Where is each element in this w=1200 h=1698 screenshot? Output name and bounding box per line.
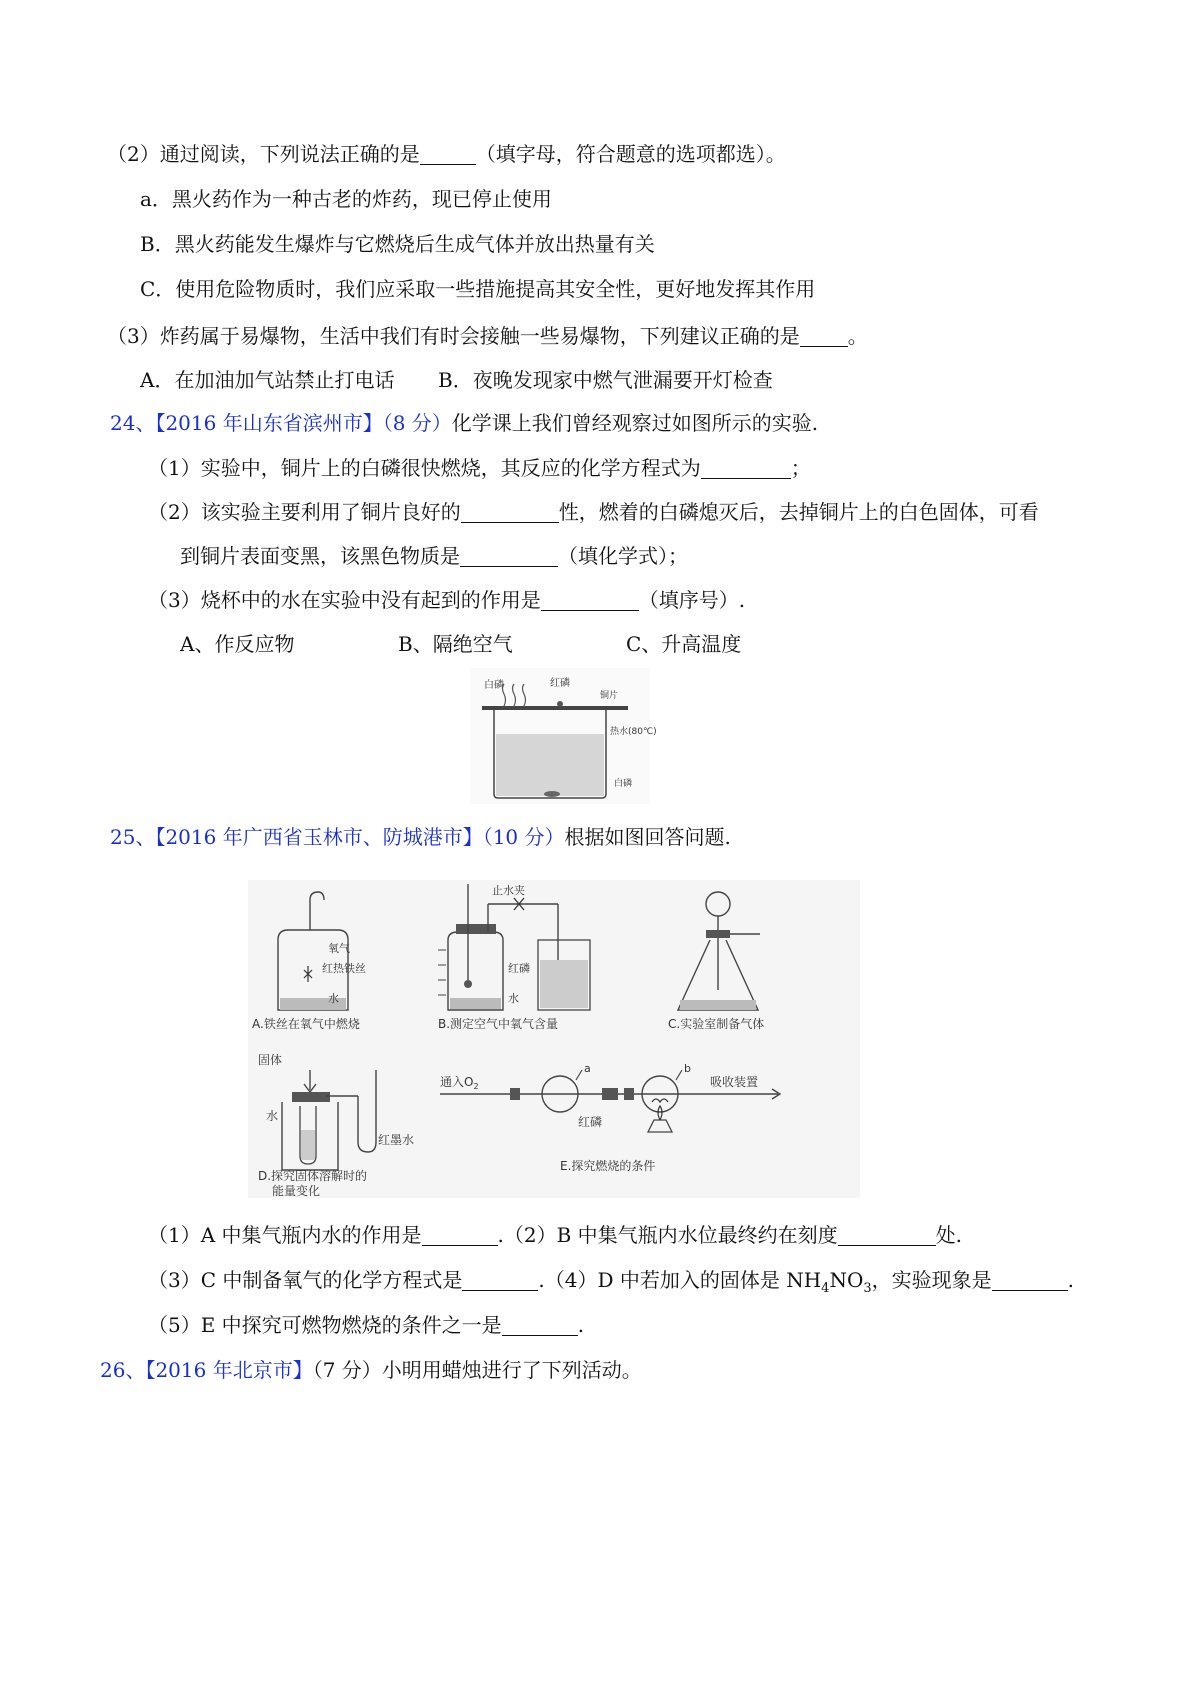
q23-option-a: a．黑火药作为一种古老的炸药，现已停止使用 bbox=[140, 187, 552, 211]
caption-d-line1: D.探究固体溶解时的 bbox=[258, 1169, 368, 1183]
label-white-phosphorus-underwater: 白磷 bbox=[614, 779, 633, 789]
q24-part3-suffix: （填序号）. bbox=[638, 588, 746, 612]
label-hot-water: 热水(80℃) bbox=[610, 727, 657, 737]
q24-part3 bbox=[148, 586, 745, 614]
label-inlet-o2: 通入$O_2$ bbox=[440, 1075, 479, 1091]
q24-part2-cont-text: 到铜片表面变黑，该黑色物质是 bbox=[180, 544, 460, 568]
question-stem: 化学课上我们曾经观察过如图所示的实验. bbox=[451, 411, 819, 435]
q24-part1-suffix: ； bbox=[790, 456, 811, 480]
q24-option-a: A、作反应物 bbox=[180, 632, 295, 656]
q23-option-b: B．黑火药能发生爆炸与它燃烧后生成气体并放出热量有关 bbox=[140, 232, 655, 256]
formula-part: NO bbox=[829, 1268, 864, 1292]
q24-part3-text: （3）烧杯中的水在实验中没有起到的作用是 bbox=[148, 588, 541, 612]
q25-part5-suffix: . bbox=[577, 1313, 585, 1337]
q25-part3-text: （3）C 中制备氧气的化学方程式是 bbox=[148, 1268, 463, 1292]
label-red-phosphorus: 红磷 bbox=[578, 1115, 603, 1129]
q24-part1 bbox=[148, 454, 811, 482]
label-water: 水 bbox=[508, 992, 519, 1005]
q23-option-c: C．使用危险物质时，我们应采取一些措施提高其安全性，更好地发挥其作用 bbox=[140, 277, 816, 301]
question-source: 【2016 年山东省滨州市】（8 分） bbox=[155, 411, 452, 435]
question-number: 25、 bbox=[110, 825, 156, 849]
label-oxygen: 氧气 bbox=[328, 942, 350, 955]
q25-part1-text: （1）A 中集气瓶内水的作用是 bbox=[148, 1223, 422, 1247]
q25-part4-prompt: ，实验现象是 bbox=[871, 1268, 992, 1292]
q25-part5-text: （5）E 中探究可燃物燃烧的条件之一是 bbox=[148, 1313, 502, 1337]
q23-part3-option-b: B．夜晚发现家中燃气泄漏要开灯检查 bbox=[438, 368, 773, 392]
subscript: 3 bbox=[863, 1281, 872, 1296]
q24-part2-continued bbox=[180, 542, 688, 570]
q23-part3-suffix: 。 bbox=[847, 324, 868, 348]
q25-part4-suffix: . bbox=[1067, 1268, 1074, 1292]
q23-part3-option-a: A．在加油加气站禁止打电话 bbox=[140, 368, 395, 392]
q25-part5 bbox=[148, 1311, 584, 1339]
q26-header bbox=[100, 1356, 642, 1384]
underwater-phosphorus bbox=[544, 791, 560, 797]
q24-part2-cont-suffix: （填化学式）； bbox=[558, 544, 688, 568]
question-stem: 根据如图回答问题. bbox=[564, 825, 731, 849]
hot-water bbox=[496, 734, 604, 796]
q24-part2-suffix: 性，燃着的白磷熄灭后，去掉铜片上的白色固体，可看 bbox=[558, 500, 1039, 524]
q24-option-b: B、隔绝空气 bbox=[398, 632, 513, 656]
q24-part2-text: （2）该实验主要利用了铜片良好的 bbox=[148, 500, 461, 524]
q25-part3-4 bbox=[148, 1266, 1074, 1294]
label-red-hot-iron-wire: 红热铁丝 bbox=[322, 962, 366, 975]
q25-header bbox=[110, 823, 731, 851]
q25-part1-2 bbox=[148, 1221, 962, 1249]
q23-part2 bbox=[107, 140, 786, 168]
label-white-phosphorus: 白磷 bbox=[484, 680, 504, 691]
label-red-ink: 红墨水 bbox=[378, 1133, 415, 1147]
caption-a: A.铁丝在氧气中燃烧 bbox=[252, 1017, 360, 1031]
label-solid: 固体 bbox=[258, 1053, 283, 1067]
label-water: 水 bbox=[328, 992, 339, 1005]
label-copper-plate: 铜片 bbox=[600, 691, 619, 701]
question-source: 【2016 年北京市】 bbox=[145, 1358, 313, 1382]
red-phosphorus-dot bbox=[557, 701, 563, 707]
q23-part2-text: （2）通过阅读，下列说法正确的是 bbox=[107, 142, 420, 166]
label-b: b bbox=[684, 1062, 691, 1075]
caption-b: B.测定空气中氧气含量 bbox=[438, 1017, 559, 1031]
answer-blank[interactable] bbox=[800, 324, 848, 347]
answer-blank[interactable] bbox=[420, 142, 476, 165]
q23-part3-text: （3）炸药属于易爆物，生活中我们有时会接触一些易爆物，下列建议正确的是 bbox=[107, 324, 800, 348]
question-source: 【2016 年广西省玉林市、防城港市】（10 分） bbox=[155, 825, 565, 849]
answer-blank[interactable] bbox=[701, 456, 791, 479]
answer-blank[interactable] bbox=[502, 1313, 578, 1336]
q24-header bbox=[110, 409, 818, 437]
q24-beaker-figure bbox=[470, 668, 657, 804]
label-red-phosphorus: 红磷 bbox=[508, 962, 530, 975]
question-stem: （7 分）小明用蜡烛进行了下列活动。 bbox=[312, 1358, 642, 1382]
answer-blank[interactable] bbox=[460, 544, 558, 567]
caption-c: C.实验室制备气体 bbox=[668, 1017, 765, 1031]
q24-part1-text: （1）实验中，铜片上的白磷很快燃烧，其反应的化学方程式为 bbox=[148, 456, 701, 480]
label-a: a bbox=[584, 1062, 591, 1075]
q24-part2 bbox=[148, 498, 1039, 526]
answer-blank[interactable] bbox=[461, 500, 559, 523]
q25-part4-text: .（4）D 中若加入的固体是 NH bbox=[538, 1268, 822, 1292]
caption-d-line2: 能量变化 bbox=[272, 1184, 321, 1198]
answer-blank[interactable] bbox=[992, 1268, 1068, 1291]
answer-blank[interactable] bbox=[541, 588, 639, 611]
caption-e: E.探究燃烧的条件 bbox=[560, 1159, 656, 1173]
subscript: 4 bbox=[821, 1281, 830, 1296]
label-water-clamp: 止水夹 bbox=[492, 884, 525, 897]
q24-option-c: C、升高温度 bbox=[626, 632, 742, 656]
q23-part3 bbox=[107, 322, 868, 350]
label-water: 水 bbox=[266, 1109, 279, 1123]
q25-experiment-figure bbox=[248, 880, 860, 1198]
question-number: 24、 bbox=[110, 411, 156, 435]
answer-blank[interactable] bbox=[462, 1268, 538, 1291]
question-number: 26、 bbox=[100, 1358, 146, 1382]
answer-blank[interactable] bbox=[422, 1223, 498, 1246]
answer-blank[interactable] bbox=[838, 1223, 936, 1246]
q25-part2-text: .（2）B 中集气瓶内水位最终约在刻度 bbox=[497, 1223, 838, 1247]
label-absorption-device: 吸收装置 bbox=[710, 1075, 759, 1089]
label-red-phosphorus: 红磷 bbox=[550, 678, 570, 689]
q25-part2-suffix: 处. bbox=[935, 1223, 963, 1247]
q23-part2-suffix: （填字母，符合题意的选项都选）。 bbox=[475, 142, 786, 166]
